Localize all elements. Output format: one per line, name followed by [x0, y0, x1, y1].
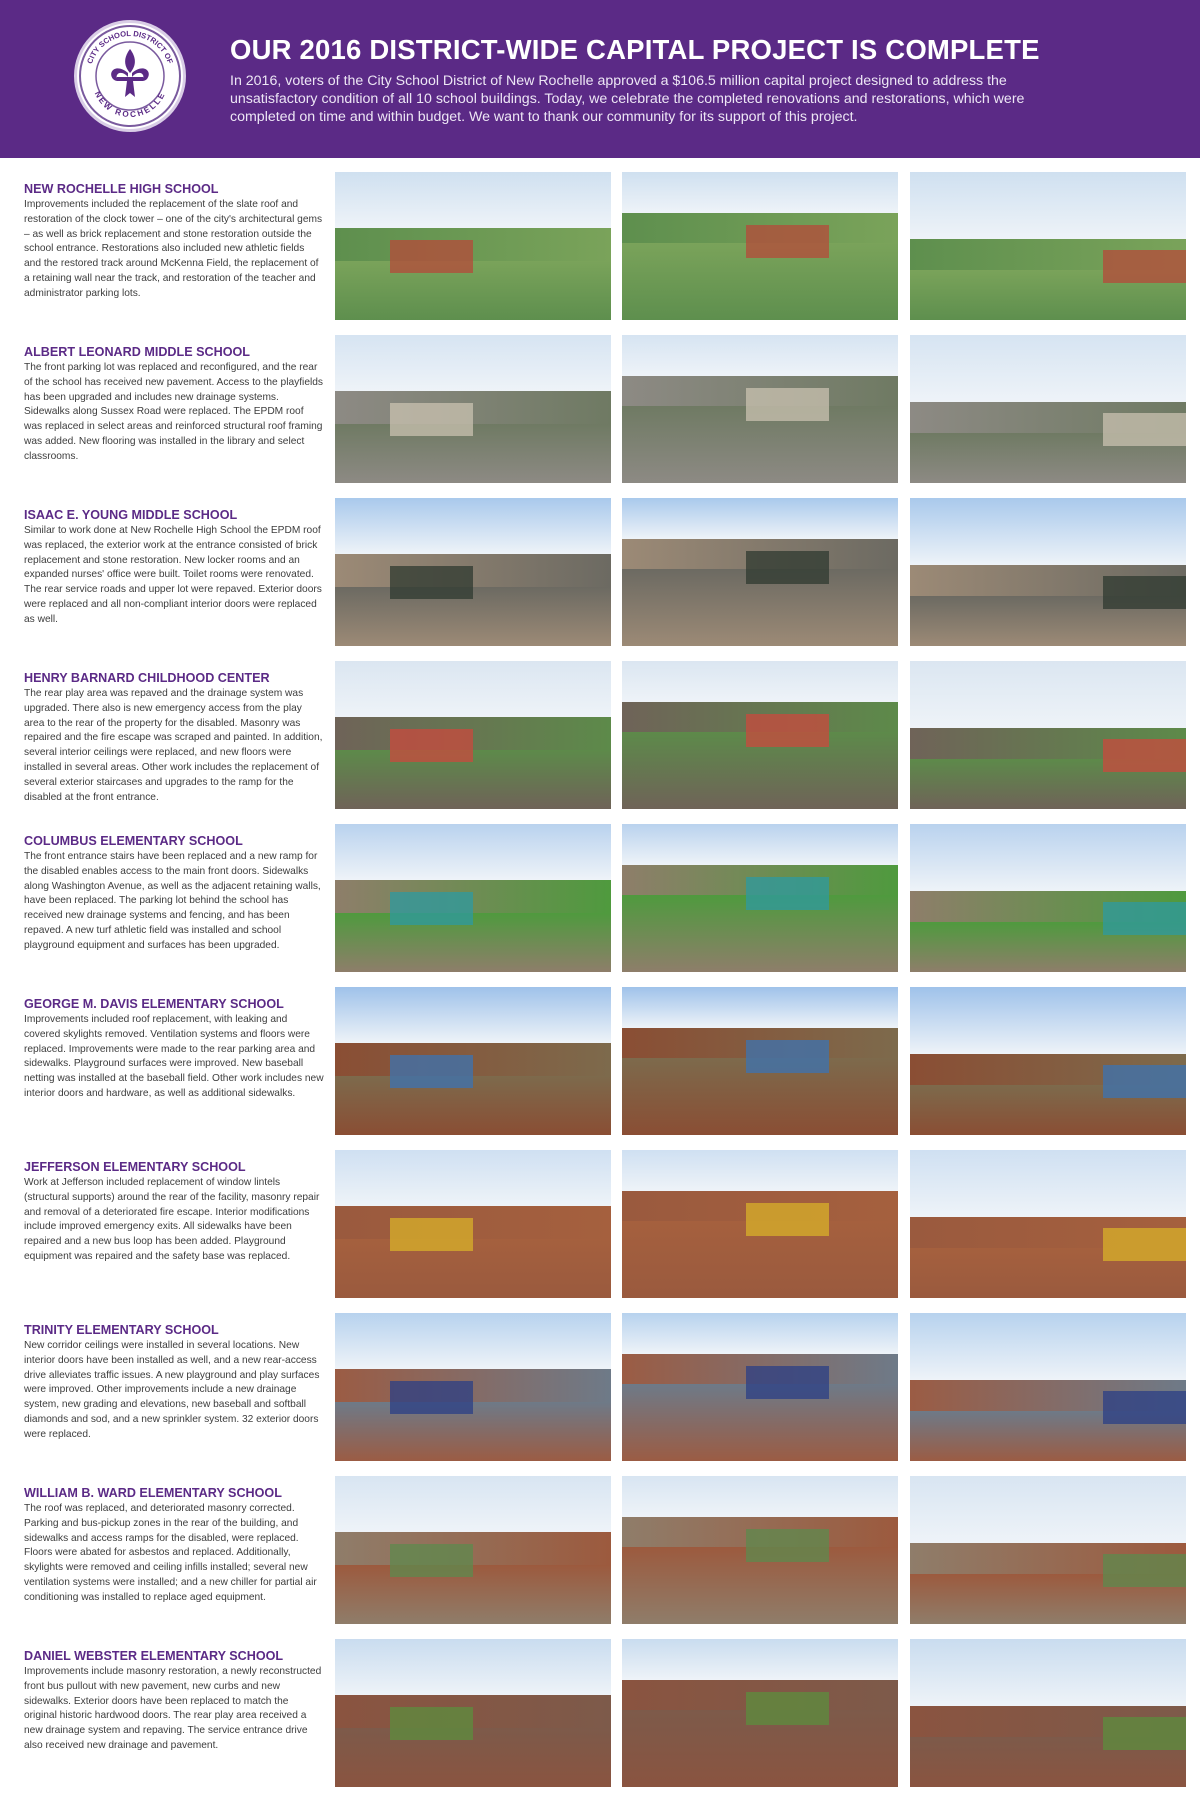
school-name: COLUMBUS ELEMENTARY SCHOOL — [24, 834, 243, 848]
brick-facade-photo — [335, 1150, 611, 1298]
school-name: TRINITY ELEMENTARY SCHOOL — [24, 1323, 219, 1337]
stone-building-photo — [335, 661, 611, 809]
school-description: The rear play area was repaved and the drainage system was upgraded. There also is new emergency access from the play area to the rear of the property for the disabled. Masonry was repaired and the fire escape was scraped and painted. In addition, several interior ceilings were replaced, and new floors were installed in several areas. Other work includes the replacement of several exterior staircases and upgrades to the ramp for the disabled at the front entrance. — [24, 688, 323, 803]
ramp-railings-photo — [910, 987, 1186, 1135]
school-section — [0, 824, 1200, 974]
header-banner — [0, 0, 1200, 158]
covered-walkway-photo — [335, 1313, 611, 1461]
school-description: The front parking lot was replaced and reconfigured, and the rear of the school has received new pavement. Access to the playfields has been upgraded and includes new drainage systems. Sidewalks along Sussex Road were replaced. The EPDM roof was replaced in select areas and reinforced structural roof framing was added. New flooring was installed in the library and select classrooms. — [24, 362, 324, 462]
svg-text:NEW ROCHELLE — [93, 90, 168, 119]
seal-text-bottom: NEW ROCHELLE — [92, 89, 168, 120]
repaved-lot-photo — [910, 498, 1186, 646]
school-entrance-photo — [335, 335, 611, 483]
fleur-de-lis-seal-icon — [77, 23, 183, 129]
school-name: ISAAC E. YOUNG MIDDLE SCHOOL — [24, 508, 238, 522]
slate-roof-clock-tower-photo — [622, 172, 898, 320]
school-section — [0, 172, 1200, 322]
entrance-courtyard-photo — [335, 1476, 611, 1624]
intro-text: In 2016, voters of the City School District of New Rochelle approved a $106.5 million capital project designed to address the unsatisfactory condition of all 10 school buildings. Today, we celebrate the completed renovations and restorations, which were completed on time and within budget. We want to thank our community for its support of this project. — [230, 73, 1025, 125]
school-description: Improvements included the replacement of the slate roof and restoration of the clock tower – one of the city's architectural gems – as well as brick replacement and stone restoration outside the school entrance. Restorations also included new athletic fields and the restored track around McKenna Field, the replacement of a retaining wall near the track, and restoration of the teacher and administrator parking lots. — [24, 199, 323, 299]
school-description: Improvements include masonry restoration, a newly reconstructed front bus pullout with new pavement, new curbs and new sidewalks. Exterior doors have been replaced to match the original historic hardwood doors. The rear play area received a new drainage system and repaving. The service entrance drive also received new drainage and pavement. — [24, 1666, 322, 1751]
school-name: NEW ROCHELLE HIGH SCHOOL — [24, 182, 219, 196]
school-marquee-sign-photo — [910, 1313, 1186, 1461]
window-lintels-photo — [622, 1150, 898, 1298]
school-section — [0, 1476, 1200, 1626]
playground-aerial-photo — [622, 661, 898, 809]
school-description: Similar to work done at New Rochelle High School the EPDM roof was replaced, the exterior work at the entrance consisted of brick replacement and stone restoration. New locker rooms and an expanded nurses' office were built. Toilet rooms were renovated. The rear service roads and upper lot were repaved. Exterior doors were replaced and all non-compliant interior doors were replaced as well. — [24, 525, 322, 625]
page-title: OUR 2016 DISTRICT-WIDE CAPITAL PROJECT IS COMPLETE — [230, 34, 1040, 65]
school-description: Work at Jefferson included replacement of window lintels (structural supports) around the rear of the facility, masonry repair and removal of a deteriorated fire escape. Interior modifications include improved emergency exits. All sidewalks have been repaired and a new bus loop has been added. Playground equipment was repaired and the safety base was replaced. — [24, 1177, 320, 1262]
aerial-athletic-fields-photo — [335, 172, 611, 320]
school-description: The roof was replaced, and deteriorated masonry corrected. Parking and bus-pickup zones in the rear of the building, and sidewalks and access ramps for the disabled, were replaced. Floors were abated for asbestos and replaced. Additionally, skylights were removed and ceiling infills installed; several new ventilation systems were installed; and a new chiller for partial air conditioning was installed to replace aged equipment. — [24, 1503, 317, 1603]
turf-field-aerial-photo — [622, 824, 898, 972]
play-area-aerial-photo — [622, 1639, 898, 1787]
school-section — [0, 1639, 1200, 1789]
slate-roof-chimney-photo — [910, 1639, 1186, 1787]
play-sculptures-photo — [622, 1313, 898, 1461]
aerial-campus-photo — [622, 498, 898, 646]
school-section — [0, 1313, 1200, 1463]
school-name: DANIEL WEBSTER ELEMENTARY SCHOOL — [24, 1649, 284, 1663]
school-section — [0, 661, 1200, 811]
school-section — [0, 987, 1200, 1137]
school-description: The front entrance stairs have been replaced and a new ramp for the disabled enables access to the main front doors. Sidewalks along Washington Avenue, as well as the adjacent retaining walls, have been replaced. The parking lot behind the school has received new drainage systems and fencing, and has been repaved. A new turf athletic field was installed and school playground equipment and surfaces has been upgraded. — [24, 851, 321, 951]
school-name: JEFFERSON ELEMENTARY SCHOOL — [24, 1160, 246, 1174]
gothic-tower-entrance-photo — [335, 498, 611, 646]
seal-text-top: CITY SCHOOL DISTRICT OF — [85, 28, 175, 65]
front-entrance-photo — [335, 824, 611, 972]
school-name: WILLIAM B. WARD ELEMENTARY SCHOOL — [24, 1486, 282, 1500]
bus-loop-aerial-photo — [910, 1476, 1186, 1624]
school-name: GEORGE M. DAVIS ELEMENTARY SCHOOL — [24, 997, 284, 1011]
district-seal-logo — [74, 20, 186, 132]
classroom-flooring-photo — [910, 335, 1186, 483]
playground-slide-photo — [910, 824, 1186, 972]
school-name: HENRY BARNARD CHILDHOOD CENTER — [24, 671, 270, 685]
brick-building-photo — [622, 1476, 898, 1624]
school-name: ALBERT LEONARD MIDDLE SCHOOL — [24, 345, 250, 359]
school-section — [0, 1150, 1200, 1300]
playground-photo — [910, 1150, 1186, 1298]
school-section — [0, 335, 1200, 485]
school-description: New corridor ceilings were installed in several locations. New interior doors have been installed as well, and a new rear-access drive alleviates traffic issues. A new playground and play surfaces were improved. Other improvements include a new drainage system, new grading and elevations, new baseball and softball diamonds and sod, and a new sprinkler system. 32 exterior doors were replaced. — [24, 1340, 320, 1440]
school-description: Improvements included roof replacement, with leaking and covered skylights removed. Ventilation systems and floors were replaced. Improvements were made to the rear parking area and sidewalks. Playground surfaces were improved. New baseball netting was installed at the baseball field. Other work includes new interior doors and hardware, as well as additional sidewalks. — [24, 1014, 324, 1099]
aerial-parking-lot-photo — [622, 335, 898, 483]
brick-entrance-canopy-photo — [335, 987, 611, 1135]
school-section — [0, 498, 1200, 648]
school-sign-lawn-photo — [335, 1639, 611, 1787]
gymnasium-photo — [910, 172, 1186, 320]
playground-structure-photo — [622, 987, 898, 1135]
masonry-fire-escape-photo — [910, 661, 1186, 809]
